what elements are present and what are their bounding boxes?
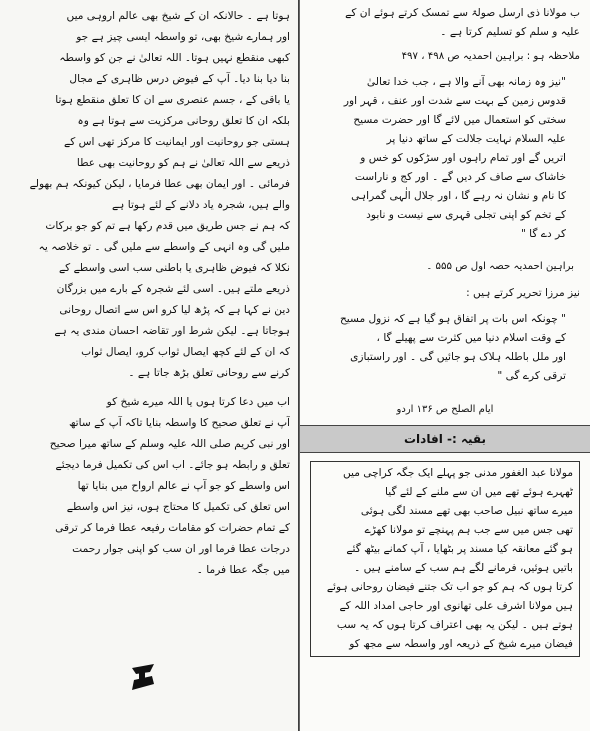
text-line: فرمائی ۔ اور ایمان بھی عطا فرمایا ، لیکن کیونکہ ہم بھولے xyxy=(29,178,290,190)
dua-line: اور نبی کریم صلی اللہ علیہ وسلم کے ساتھ میرا صحیح xyxy=(49,438,290,450)
publisher-logo-icon xyxy=(128,662,158,692)
quote-line: "نیز وہ زمانہ بھی آنے والا ہے ، جب خدا تعالیٰ xyxy=(366,76,566,88)
boxed-line: تھی جس میں سے جب ہم پہنچے تو مولانا کھڑے xyxy=(364,524,573,536)
signature: ایام الصلح ص ۱۳۶ اردو xyxy=(396,404,494,415)
text-line: دین نے کہا ہے کہ پڑھ لیا کرو اس سے اتصال روحانی xyxy=(59,304,290,316)
right-page xyxy=(300,0,590,731)
text-line: کہ ان کے لئے کچھ ایصال ثواب کرو، ایصال ثواب xyxy=(81,346,290,358)
dua-line: تعلق و رابطہ ہو جائے۔ اب اس کی تکمیل فرما دیجئے xyxy=(55,459,290,471)
boxed-line: کرتا ہوں کہ ہم کو جو اب تک جتنے فیضان روحانی ہوئے xyxy=(326,581,573,593)
reference-2: براہین احمدیہ حصہ اول ص ۵۵۵ ۔ xyxy=(426,261,574,272)
right-page-quote xyxy=(310,73,580,244)
boxed-line: ٹھہرے ہوئے تھے میں ان سے ملنے کے لئے گیا xyxy=(385,486,573,498)
text-line: کہ ہم نے جس طریق میں قدم رکھا ہے تم کو جو برکات xyxy=(45,220,290,232)
boxed-line: ہو گئے معانقہ کیا مسند پر بٹھایا ، آپ کمانے بیٹھ گئے xyxy=(346,543,573,555)
boxed-line: ہیں مولانا اشرف علی تھانوی اور حاجی امداد اللہ کے xyxy=(339,600,573,612)
dua-line: کے تمام حضرات کو مقامات رفیعہ عطا فرما کر ترقی xyxy=(55,522,290,534)
quote-line: ترقی کرے گی " xyxy=(497,370,566,382)
text-line: کبھی منقطع نہیں ہوتا۔ اللہ تعالیٰ نے جن کو واسطہ xyxy=(59,52,290,64)
boxed-line: ہوتے ہیں ۔ لیکن یہ بھی اعتراف کرتا ہوں کہ یہ سب xyxy=(336,619,573,631)
text-line: اور ہمارے شیخ بھی، تو واسطہ ایسی چیز ہے جو xyxy=(76,31,290,43)
boxed-line: باتیں ہوئیں، فرمانے لگے ہم سب کے سامنے ہیں ۔ xyxy=(354,562,573,574)
boxed-passage xyxy=(310,461,580,657)
quote-line: اتریں گے اور تمام راہوں اور سڑکوں کو خس و xyxy=(360,152,566,164)
dua-line: درجات عطا فرما اور ان سب کو اپنی جوار رحمت xyxy=(72,543,290,555)
text-line: ہوتا ہے ۔ حالانکہ ان کے شیخ بھی عالم اروہی میں xyxy=(66,10,290,22)
text-line: ہستی جو روحانیت اور ایمانیت کا مرکز تھی اس کے xyxy=(63,136,290,148)
text-line: ہوجاتا ہے۔ لیکن شرط اور تقاضہ احسان مندی یہ ہے xyxy=(54,325,290,337)
text-line: کرنے سے روحانی تعلق بڑھ جاتا ہے ۔ xyxy=(128,367,290,379)
right-page-quote-2 xyxy=(310,310,580,386)
quote-line: کا نام و نشان نہ رہے گا ، اور جلال الٰہی گمراہی xyxy=(351,190,566,202)
text-line: ملیں گی وہ انہی کے واسطے سے ملیں گی ۔ تو خلاصہ یہ xyxy=(38,241,290,253)
left-page-dua xyxy=(6,392,290,581)
section-heading-text: بقیہ :- افادات xyxy=(404,432,487,446)
text-line: نکلا کہ فیوض ظاہری یا باطنی سب اسی واسطے کے xyxy=(58,262,290,274)
text-line: ذریعے ملتے ہیں۔ اسی لئے شجرہ کے بارے میں بزرگان xyxy=(56,283,290,295)
quote-line: سختی کو استعمال میں لائے گا اور حضرت مسیح xyxy=(353,114,566,126)
dua-line: اس واسطے کو جو آپ نے عالم ارواح میں بنایا تھا xyxy=(77,480,290,492)
quote-line: کے وقت اسلام دنیا میں کثرت سے پھیلے گا ، xyxy=(376,332,566,344)
text-line: یا باقی کے ، جسم عنصری سے ان کا تعلق منقطع ہوتا xyxy=(55,94,290,106)
text-line: بنا دیا بنا دیا۔ آپ کے فیوض درس ظاہری کے مجال xyxy=(69,73,290,85)
dua-line: اب میں دعا کرتا ہوں یا اللہ میرے شیخ کو xyxy=(106,396,290,408)
text-line: بلکہ ان کا تعلق روحانی مرکزیت سے ہوتا ہے وہ xyxy=(77,115,290,127)
quote-line: خاشاک سے صاف کر دیں گے ۔ اور کج و ناراست xyxy=(354,171,566,183)
left-page-body xyxy=(6,6,290,384)
dua-line: میں جگہ عطا فرما ۔ xyxy=(196,564,290,576)
text-line: والے ہیں، شجرہ یاد دلانے کے لئے ہوتا ہے xyxy=(111,199,290,211)
section-heading xyxy=(300,425,590,453)
intro-line: نیز مرزا تحریر کرتے ہیں : xyxy=(466,287,580,299)
boxed-line: فیضان میرے شیخ کے ذریعہ اور واسطہ سے مجھ کو xyxy=(349,638,573,650)
quote-line: کر دے گا " xyxy=(520,228,566,240)
quote-line: کے تخم کو اپنی تجلی قہری سے نیست و نابود xyxy=(366,209,566,221)
quote-line: قدوس زمین کے بہت سے شدت اور عنف ، قہر اور xyxy=(343,95,566,107)
boxed-line: میرے ساتھ نبیل صاحب بھی تھے مسند لگی ہوئی xyxy=(360,505,573,517)
quote-line: علیہ السلام نہایت جلالت کے ساتھ دنیا پر xyxy=(386,133,566,145)
text-line: ب مولانا ذی ارسل صولۃ سے تمسک کرتے ہوئے ان کے xyxy=(345,7,580,19)
text-line: ذریعے سے اللہ تعالیٰ نے ہم کو روحانیت بھی عطا xyxy=(76,157,290,169)
boxed-line: مولانا عبد الغفور مدنی جو پہلے ایک جگہ کراچی میں xyxy=(342,467,573,479)
right-page-top xyxy=(310,4,580,42)
dua-line: آپ نے تعلق صحیح کا واسطہ بنایا تاکہ آپ کے ساتھ xyxy=(68,417,290,429)
quote-line: اور ملل باطلہ ہلاک ہو جائیں گی ۔ اور راستبازی xyxy=(350,351,566,363)
text-line: علیہ و سلم کو تسلیم کرتا ہے ۔ xyxy=(440,26,580,38)
reference-1: ملاحظہ ہو : براہین احمدیہ ص ۴۹۸ ، ۴۹۷ xyxy=(401,51,580,62)
quote-line: " چونکہ اس بات پر اتفاق ہو گیا ہے کہ نزول مسیح xyxy=(339,313,566,325)
dua-line: اس تعلق کی تکمیل کا محتاج ہوں، نیز اس واسطے xyxy=(66,501,290,513)
